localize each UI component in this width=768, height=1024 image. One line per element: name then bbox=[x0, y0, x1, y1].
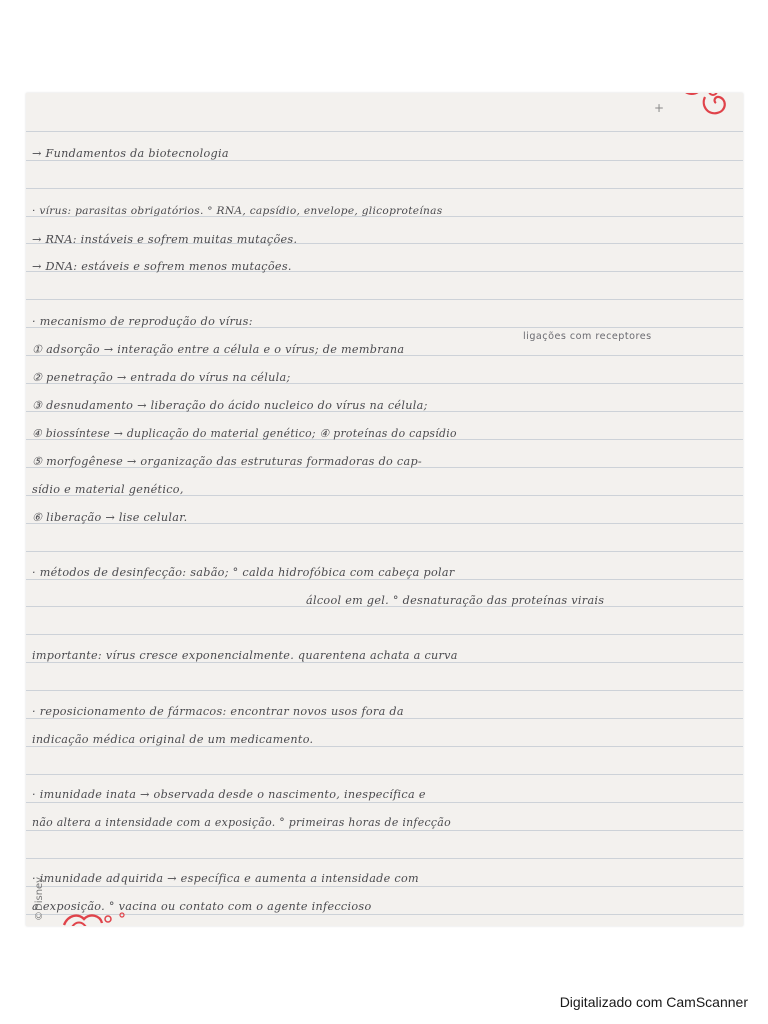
note-line: a exposição. ° vacina ou contato com o agente infeccioso bbox=[32, 900, 372, 913]
note-line-important: importante: vírus cresce exponencialmente. quarentena achata a curva bbox=[32, 649, 458, 662]
note-line: álcool em gel. ° desnaturação das proteínas virais bbox=[306, 594, 605, 607]
note-line: ④ biossíntese → duplicação do material genético; ④ proteínas do capsídio bbox=[32, 427, 457, 440]
note-line: ③ desnudamento → liberação do ácido nucleico do vírus na célula; bbox=[32, 399, 428, 412]
heart-doodle-icon bbox=[62, 905, 142, 926]
ruled-line bbox=[26, 690, 743, 691]
plus-doodle-icon: + bbox=[654, 101, 665, 115]
note-line: sídio e material genético, bbox=[32, 483, 184, 496]
note-line: ① adsorção → interação entre a célula e o vírus; de membrana bbox=[32, 343, 405, 356]
margin-note: ligações com receptores bbox=[523, 331, 652, 342]
note-line: indicação médica original de um medicamento. bbox=[32, 733, 314, 746]
ruled-line bbox=[26, 858, 743, 859]
disney-watermark bbox=[34, 863, 48, 923]
note-line: · reposicionamento de fármacos: encontrar novos usos fora da bbox=[32, 705, 404, 718]
ruled-line bbox=[26, 188, 743, 189]
ruled-line bbox=[26, 634, 743, 635]
note-line: ⑥ liberação → lise celular. bbox=[32, 511, 188, 524]
ruled-line bbox=[26, 662, 743, 663]
note-line: não altera a intensidade com a exposição. ° primeiras horas de infecção bbox=[32, 816, 451, 829]
note-line: · métodos de desinfecção: sabão; ° calda hidrofóbica com cabeça polar bbox=[32, 566, 455, 579]
note-line: · imunidade inata → observada desde o nascimento, inespecífica e bbox=[32, 788, 426, 801]
ruled-line bbox=[26, 774, 743, 775]
note-line: ② penetração → entrada do vírus na célula; bbox=[32, 371, 291, 384]
ruled-line bbox=[26, 551, 743, 552]
ruled-line bbox=[26, 160, 743, 161]
notebook-page bbox=[26, 93, 743, 926]
ruled-line bbox=[26, 299, 743, 300]
ruled-line bbox=[26, 886, 743, 887]
note-line: · vírus: parasitas obrigatórios. ° RNA, capsídio, envelope, glicoproteínas bbox=[32, 205, 443, 217]
note-title: → Fundamentos da biotecnologia bbox=[32, 147, 229, 160]
note-line: ⑤ morfogênese → organização das estruturas formadoras do cap- bbox=[32, 455, 422, 468]
mickey-doodle-icon bbox=[661, 93, 731, 123]
note-line: · imunidade adquirida → específica e aumenta a intensidade com bbox=[32, 872, 419, 885]
note-line: → RNA: instáveis e sofrem muitas mutações. bbox=[32, 233, 298, 246]
ruled-line bbox=[26, 718, 743, 719]
ruled-line bbox=[26, 131, 743, 132]
disney-label: ©Disney bbox=[34, 876, 45, 921]
ruled-line bbox=[26, 746, 743, 747]
note-line: → DNA: estáveis e sofrem menos mutações. bbox=[32, 260, 292, 273]
note-line: · mecanismo de reprodução do vírus: bbox=[32, 315, 253, 328]
ruled-line bbox=[26, 830, 743, 831]
ruled-line bbox=[26, 579, 743, 580]
camscanner-label: Digitalizado com CamScanner bbox=[559, 994, 748, 1010]
ruled-line bbox=[26, 802, 743, 803]
